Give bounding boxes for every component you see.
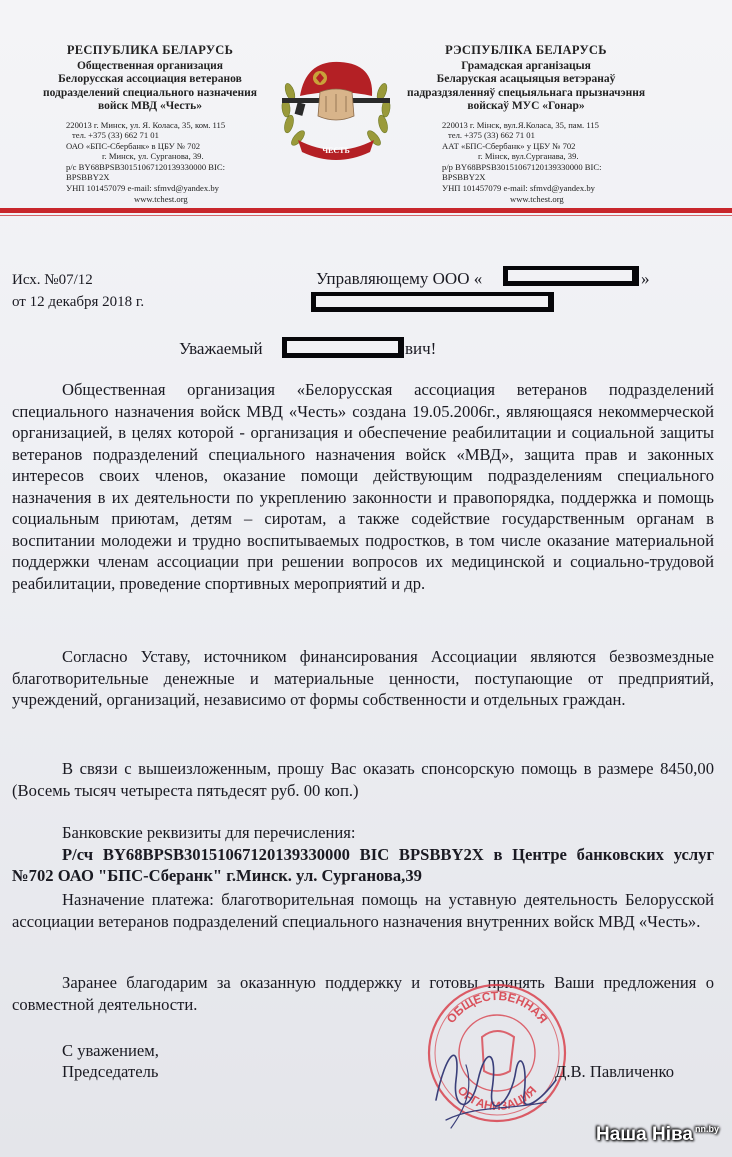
greeting-suffix: вич!	[405, 339, 437, 358]
signer-name: Д.В. Павличенко	[555, 1062, 675, 1081]
letterhead-left-org-line: подразделений специального назначения	[42, 86, 258, 99]
signature-icon	[416, 1010, 576, 1140]
letterhead-right-country: РЭСПУБЛІКА БЕЛАРУСЬ	[445, 43, 607, 57]
letterhead-left-org-line: Общественная организация	[76, 59, 224, 72]
outgoing-number: Исх. №07/12	[12, 272, 93, 288]
addressee-line	[316, 269, 482, 289]
letterhead-left-unp: УНП 101457079 e-mail: sfmvd@yandex.by	[66, 183, 219, 194]
letterhead-left-bank-address: г. Минск, ул. Сурганова, 39.	[102, 151, 204, 162]
letterhead-right-org-line: Беларуская асацыяцыя ветэранаў	[436, 73, 616, 85]
letterhead-left-org-line: Белорусская ассоциация ветеранов	[58, 73, 242, 85]
letterhead-right-phone: тел. +375 (33) 662 71 01	[448, 130, 535, 141]
letterhead-right-website: www.tchest.org	[510, 193, 564, 204]
emblem-ribbon-text: ЧЕСТЬ	[322, 146, 350, 155]
letterhead-right-org-line: падраздзяленняў спецыяльнага прызначэння	[406, 86, 646, 99]
addressee-suffix: »	[641, 269, 650, 288]
letterhead-left-phone: тел. +375 (33) 662 71 01	[72, 130, 159, 141]
letterhead-left-address: 220013 г. Минск, ул. Я. Коласа, 35, ком. 115	[66, 119, 226, 130]
addressee-prefix: Управляющему ООО «	[316, 269, 483, 288]
letterhead-right-account: р/р BY68BPSB30151067120139330000 BIC: BPSBBY2X	[442, 161, 602, 183]
stamp-text-bottom: ОРГАНИЗАЦИЯ	[454, 1083, 540, 1114]
paragraph-purpose: Общественная организация «Белорусская ассоциация ветеранов подразделений специального назначения войск МВД «Честь» создана 19.05.2006г., являющаяся некоммерческой организацией, в целях которой - организация и обеспечение реабилитации и социальной защиты ветеранов подразделений специального назначения войск «МВД», защита прав и законных интересов своих членов, оказание помощи действующим подразделениям специального назначения в их деятельности по укреплению законности и правопорядка, поддержка и помощь социальным приютам, детям – сиротам, а также содействие государственным органам в воспитании молодежи и трудно воспитываемых подростков, в том числе оказание материальной поддержки членам ассоциации при решении вопросов их медицинской и социально-трудовой реабилитации, проведение спортивных мероприятий и др.	[12, 380, 714, 593]
paragraph-thanks: Заранее благодарим за оказанную поддержку и готовы принять Ваши предложения о совместной деятельности.	[12, 973, 714, 1014]
letterhead-divider	[0, 208, 732, 213]
letterhead-left-account: р/с BY68BPSB30151067120139330000 BIC: BPSBBY2X	[66, 161, 226, 183]
bank-details-heading: Банковские реквизиты для перечисления:	[62, 823, 356, 842]
paragraph-financing: Согласно Уставу, источником финансирования Ассоциации являются безвозмездные благотворительные денежные и материальные ценности, поступающие от предприятий, учреждений, организаций, независимо от формы собственности и отдельных граждан.	[12, 647, 714, 709]
letterhead-right	[406, 44, 646, 204]
letterhead-right-bank: ААТ «БПС-Сбербанк» у ЦБУ № 702	[442, 140, 576, 151]
paragraph-request: В связи с вышеизложенным, прошу Вас оказать спонсорскую помощь в размере 8450,00 (Восемь тысяч четыреста пятьдесят руб. 00 коп.)	[12, 759, 714, 800]
bank-details-account: Р/сч BY68BPSB30151067120139330000 BIC BPSBBY2X в Центре банковских услуг №702 ОАО "БПС-Сберанк" г.Минск. ул. Сурганова,39	[12, 844, 714, 885]
letterhead-right-org-line: Грамадская арганізацыя	[461, 59, 591, 72]
stamp-text-top: ОБЩЕСТВЕННАЯ	[443, 988, 551, 1026]
letterhead-right-address: 220013 г. Мінск, вул.Я.Коласа, 35, пам. 115	[442, 119, 599, 130]
letterhead-right-org-line: войскаў МУС «Гонар»	[467, 100, 585, 112]
letterhead-left-bank: ОАО «БПС-Сбербанк» в ЦБУ № 702	[66, 140, 201, 151]
letter-date: от 12 декабря 2018 г.	[12, 294, 145, 310]
redaction-box	[282, 337, 404, 358]
letterhead-right-unp: УНП 101457079 e-mail: sfmvd@yandex.by	[442, 183, 595, 194]
watermark-domain: nn.by	[694, 1124, 719, 1134]
redaction-box	[311, 292, 554, 312]
paragraph-payment-purpose: Назначение платежа: благотворительная помощь на уставную деятельность Белорусской ассоциации ветеранов подразделений специального назначения внутренних войск МВД «Честь».	[12, 890, 714, 931]
closing-regards: С уважением,	[62, 1041, 159, 1060]
greeting-prefix: Уважаемый	[179, 339, 263, 358]
signer-title: Председатель	[62, 1062, 159, 1081]
letterhead-left-website: www.tchest.org	[134, 193, 188, 204]
letterhead-left-country: РЕСПУБЛИКА БЕЛАРУСЬ	[66, 43, 234, 57]
paragraph-bank-details	[12, 822, 714, 887]
letterhead-left	[30, 44, 270, 204]
watermark-logo	[596, 1124, 719, 1146]
emblem-icon	[276, 52, 396, 164]
letterhead-right-bank-address: г. Мінск, вул.Сурганава, 39.	[478, 151, 579, 162]
watermark-brand: Наша Ніва	[596, 1124, 693, 1145]
letterhead-divider-thin	[0, 215, 732, 216]
letterhead-left-org-line: войск МВД «Честь»	[97, 100, 202, 112]
redaction-box	[503, 266, 639, 286]
